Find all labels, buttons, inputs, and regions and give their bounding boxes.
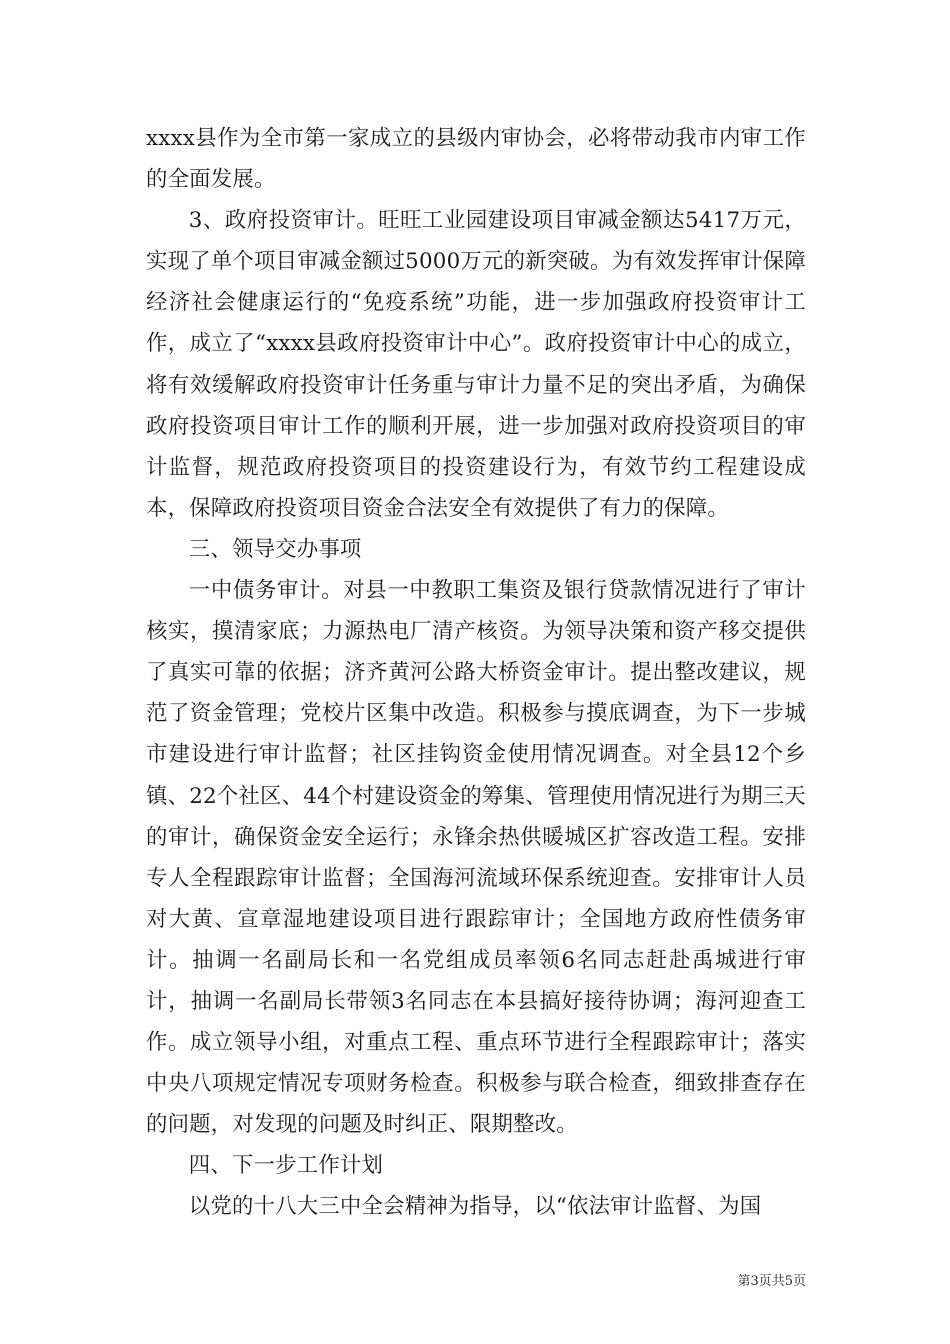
document-body: [146, 118, 806, 1228]
paragraph-4: 一中债务审计。对县一中教职工集资及银行贷款情况进行了审计核实，摸清家底；力源热电厂清产核资。为领导决策和资产移交提供了真实可靠的依据；济齐黄河公路大桥资金审计。提出整改建议，规范了资金管理；党校片区集中改造。积极参与摸底调查，为下一步城市建设进行审计监督；社区挂钩资金使用情况调查。对全县12个乡镇、22个社区、44个村建设资金的筹集、管理使用情况进行为期三天的审计，确保资金安全运行；永锋余热供暖城区扩容改造工程。安排专人全程跟踪审计监督；全国海河流域环保系统迎查。安排审计人员对大黄、宣章湿地建设项目进行跟踪审计；全国地方政府性债务审计。抽调一名副局长和一名党组成员率领6名同志赶赴禹城进行审计，抽调一名副局长带领3名同志在本县搞好接待协调；海河迎查工作。成立领导小组，对重点工程、重点环节进行全程跟踪审计；落实中央八项规定情况专项财务检查。积极参与联合检查，细致排查存在的问题，对发现的问题及时纠正、限期整改。: [146, 578, 806, 1138]
paragraph-1: xxxx县作为全市第一家成立的县级内审协会，必将带动我市内审工作的全面发展。: [146, 126, 806, 193]
paragraph-2: 3、政府投资审计。旺旺工业园建设项目审减金额达5417万元，实现了单个项目审减金额过5000万元的新突破。为有效发挥审计保障经济社会健康运行的“免疫系统”功能，进一步加强政府投资审计工作，成立了“xxxx县政府投资审计中心”。政府投资审计中心的成立，将有效缓解政府投资审计任务重与审计力量不足的突出矛盾，为确保政府投资项目审计工作的顺利开展，进一步加强对政府投资项目的审计监督，规范政府投资项目的投资建设行为，有效节约工程建设成本，保障政府投资项目资金合法安全有效提供了有力的保障。: [146, 208, 806, 521]
section-heading-3: 三、领导交办事项: [188, 536, 362, 562]
section-heading-4: 四、下一步工作计划: [188, 1153, 384, 1179]
page-number: 第3页共5页: [737, 1274, 806, 1289]
paragraph-6: 以党的十八大三中全会精神为指导，以“依法审计监督、为国: [188, 1194, 762, 1220]
